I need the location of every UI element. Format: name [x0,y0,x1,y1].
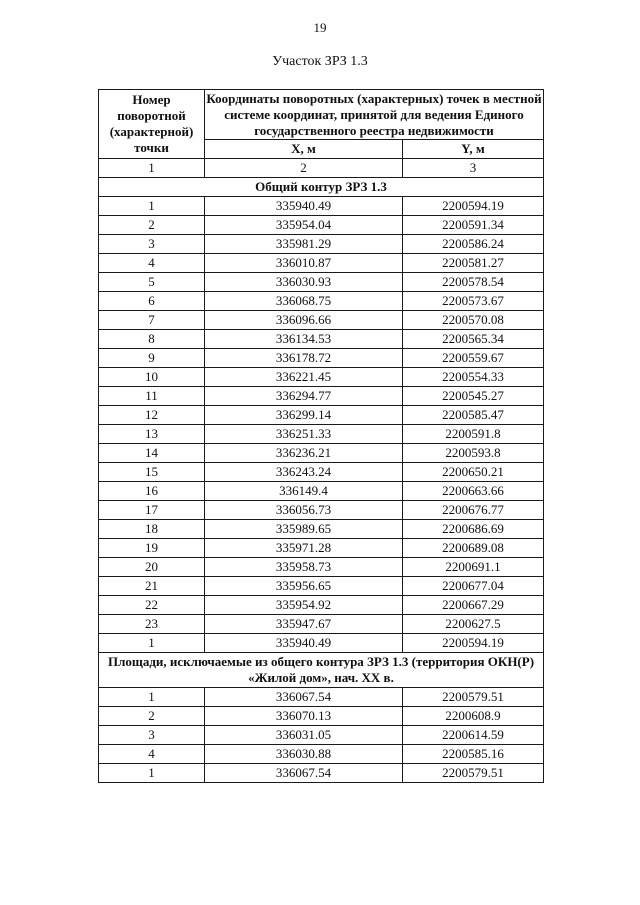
table-row [99,596,544,615]
point-number-cell: 20 [99,558,205,577]
header-point-line: точки [134,140,169,155]
point-number-cell: 18 [99,520,205,539]
point-number-cell: 2 [99,216,205,235]
x-coordinate-cell: 335954.92 [205,596,403,615]
x-coordinate-cell: 336134.53 [205,330,403,349]
y-coordinate-cell: 2200614.59 [403,726,544,745]
y-coordinate-cell: 2200586.24 [403,235,544,254]
point-number-cell: 7 [99,311,205,330]
table-row [99,726,544,745]
point-number-cell: 12 [99,406,205,425]
point-number-cell: 15 [99,463,205,482]
table-row [99,577,544,596]
x-coordinate-cell: 336294.77 [205,387,403,406]
y-coordinate-cell: 2200554.33 [403,368,544,387]
x-coordinate-cell: 336031.05 [205,726,403,745]
x-coordinate-cell: 335947.67 [205,615,403,634]
point-number-cell: 13 [99,425,205,444]
table-row [99,216,544,235]
point-number-cell: 9 [99,349,205,368]
x-coordinate-cell: 335958.73 [205,558,403,577]
table-row [99,745,544,764]
coordinates-table [98,89,544,783]
y-coordinate-cell: 2200585.16 [403,745,544,764]
header-y: Y, м [403,140,544,159]
table-row [99,482,544,501]
table-row [99,368,544,387]
point-number-cell: 1 [99,197,205,216]
table-row [99,520,544,539]
y-coordinate-cell: 2200691.1 [403,558,544,577]
table-body [99,178,544,783]
x-coordinate-cell: 336149.4 [205,482,403,501]
point-number-cell: 1 [99,688,205,707]
point-number-cell: 10 [99,368,205,387]
table-row [99,292,544,311]
y-coordinate-cell: 2200689.08 [403,539,544,558]
x-coordinate-cell: 336070.13 [205,707,403,726]
x-coordinate-cell: 336299.14 [205,406,403,425]
index-cell: 2 [205,159,403,178]
table-row [99,406,544,425]
x-coordinate-cell: 336010.87 [205,254,403,273]
point-number-cell: 4 [99,254,205,273]
x-coordinate-cell: 336236.21 [205,444,403,463]
x-coordinate-cell: 336030.88 [205,745,403,764]
table-row [99,330,544,349]
table-row [99,707,544,726]
table-row [99,463,544,482]
y-coordinate-cell: 2200581.27 [403,254,544,273]
x-coordinate-cell: 336251.33 [205,425,403,444]
y-coordinate-cell: 2200594.19 [403,634,544,653]
x-coordinate-cell: 336067.54 [205,764,403,783]
y-coordinate-cell: 2200676.77 [403,501,544,520]
y-coordinate-cell: 2200591.8 [403,425,544,444]
y-coordinate-cell: 2200585.47 [403,406,544,425]
y-coordinate-cell: 2200608.9 [403,707,544,726]
x-coordinate-cell: 335954.04 [205,216,403,235]
table-row [99,688,544,707]
y-coordinate-cell: 2200545.27 [403,387,544,406]
y-coordinate-cell: 2200667.29 [403,596,544,615]
x-coordinate-cell: 335989.65 [205,520,403,539]
table-row [99,501,544,520]
index-cell: 3 [403,159,544,178]
point-number-cell: 8 [99,330,205,349]
point-number-cell: 1 [99,634,205,653]
y-coordinate-cell: 2200677.04 [403,577,544,596]
header-point-line: Номер [132,92,171,107]
y-coordinate-cell: 2200686.69 [403,520,544,539]
y-coordinate-cell: 2200627.5 [403,615,544,634]
point-number-cell: 23 [99,615,205,634]
y-coordinate-cell: 2200573.67 [403,292,544,311]
table-row [99,273,544,292]
table-row [99,539,544,558]
y-coordinate-cell: 2200579.51 [403,764,544,783]
section-header-row [99,178,544,197]
x-coordinate-cell: 335940.49 [205,634,403,653]
table-row [99,425,544,444]
table-row [99,311,544,330]
table-row [99,558,544,577]
x-coordinate-cell: 335956.65 [205,577,403,596]
y-coordinate-cell: 2200579.51 [403,688,544,707]
point-number-cell: 21 [99,577,205,596]
table-row [99,764,544,783]
y-coordinate-cell: 2200565.34 [403,330,544,349]
page-number: 19 [313,20,327,35]
header-x: X, м [205,140,403,159]
y-coordinate-cell: 2200591.34 [403,216,544,235]
table-row [99,254,544,273]
point-number-cell: 4 [99,745,205,764]
point-number-cell: 5 [99,273,205,292]
y-coordinate-cell: 2200578.54 [403,273,544,292]
header-point-number [99,90,205,159]
point-number-cell: 22 [99,596,205,615]
section-title: Участок ЗРЗ 1.3 [272,54,368,69]
point-number-cell: 3 [99,235,205,254]
point-number-cell: 6 [99,292,205,311]
index-cell: 1 [99,159,205,178]
x-coordinate-cell: 336068.75 [205,292,403,311]
x-coordinate-cell: 336056.73 [205,501,403,520]
x-coordinate-cell: 336067.54 [205,688,403,707]
point-number-cell: 17 [99,501,205,520]
section-header-row [99,653,544,688]
table-row [99,387,544,406]
table-row [99,634,544,653]
table-row [99,197,544,216]
point-number-cell: 1 [99,764,205,783]
x-coordinate-cell: 336178.72 [205,349,403,368]
y-coordinate-cell: 2200650.21 [403,463,544,482]
section-title-cell: Общий контур ЗРЗ 1.3 [99,178,544,197]
point-number-cell: 19 [99,539,205,558]
point-number-cell: 14 [99,444,205,463]
x-coordinate-cell: 336096.66 [205,311,403,330]
point-number-cell: 3 [99,726,205,745]
x-coordinate-cell: 335971.28 [205,539,403,558]
header-point-line: поворотной [117,108,186,123]
section-title-cell: Площади, исключаемые из общего контура ЗРЗ 1.3 (территория ОКН(Р) «Жилой дом», нач. XX в. [99,653,544,688]
table-row [99,349,544,368]
point-number-cell: 16 [99,482,205,501]
x-coordinate-cell: 336221.45 [205,368,403,387]
x-coordinate-cell: 335940.49 [205,197,403,216]
header-point-line: (характерной) [109,124,194,139]
point-number-cell: 2 [99,707,205,726]
table-row [99,615,544,634]
point-number-cell: 11 [99,387,205,406]
header-coordinates: Координаты поворотных (характерных) точек в местной системе координат, принятой для ведения Единого государственного реестра недвижимости [206,91,542,138]
y-coordinate-cell: 2200594.19 [403,197,544,216]
x-coordinate-cell: 335981.29 [205,235,403,254]
y-coordinate-cell: 2200593.8 [403,444,544,463]
table-row [99,235,544,254]
y-coordinate-cell: 2200663.66 [403,482,544,501]
table-row [99,444,544,463]
y-coordinate-cell: 2200570.08 [403,311,544,330]
y-coordinate-cell: 2200559.67 [403,349,544,368]
x-coordinate-cell: 336243.24 [205,463,403,482]
x-coordinate-cell: 336030.93 [205,273,403,292]
